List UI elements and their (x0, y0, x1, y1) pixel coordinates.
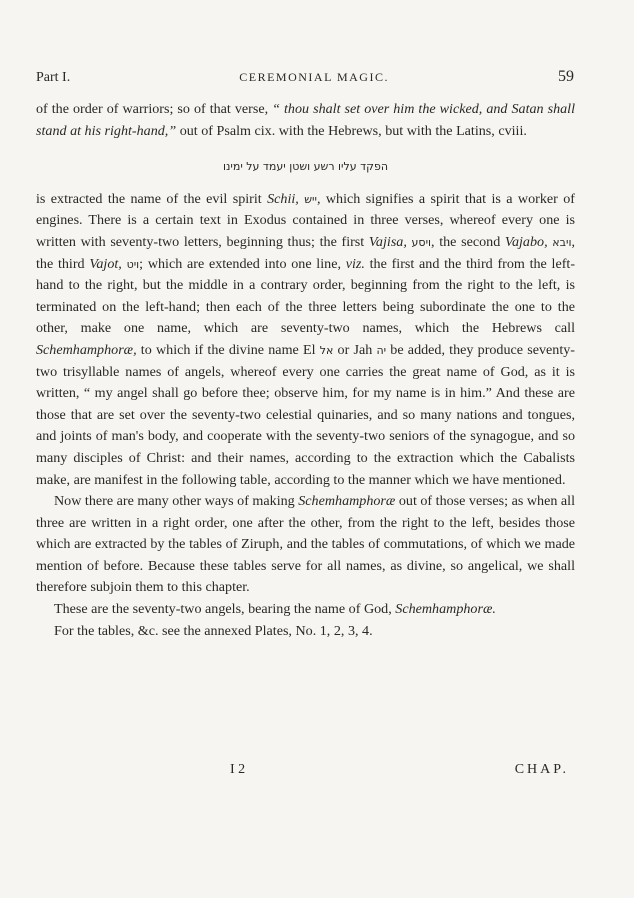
text-run: , the third (36, 233, 575, 272)
signature-mark: I 2 (230, 762, 246, 777)
italic-word: Schemhamphoræ. (395, 601, 496, 618)
part-label: Part I. (36, 70, 71, 85)
text-run: or Jah (333, 341, 377, 358)
italic-word: Vajisa, (368, 233, 407, 250)
hebrew-word: אל (319, 343, 334, 357)
italic-word: Vajabo, (504, 233, 548, 250)
hebrew-word: ויסע (411, 235, 432, 249)
text-run: is extracted the name of the evil spirit (36, 190, 268, 207)
hebrew-verse: הפקד עליו רשע ושטן יעמד על ימינו (223, 160, 388, 174)
italic-word: viz. (345, 255, 365, 272)
page-body (36, 99, 575, 642)
text-run: ; which are extended into one line, (139, 255, 346, 272)
page-number: 59 (558, 68, 574, 85)
paragraph-1 (36, 99, 575, 142)
text-run: These are the seventy-two angels, bearing the name of God, (54, 601, 396, 618)
text-run: the first and the third from the left-hand to the right, but the middle in a contrary order, beginning from the right to the left, is terminated on the left-hand; then each of the three letters being subordinate the one to the other, make one name, which are seventy-two names, which the Hebrews call (36, 255, 576, 337)
hebrew-word: ויט (126, 257, 140, 271)
paragraph-4 (36, 599, 575, 621)
text-run: to which if the divine name El (136, 341, 320, 358)
text-run: be added, they produce seventy-two trisyllable names of angels, whereof every one carries the great name of God, as it is written, “ my angel shall go before thee; observe him, for my name is in him.” And these are those that are set over the seventy-two celestial quinaries, and so many nations and tongues, and joints of man's body, and cooperate with the seventy-two seniors of the synagogue, and so many disciples of Christ: and their names, according to the extraction which the Cabalists make, are manifest in the following table, according to the manner which we have mentioned. (36, 341, 575, 488)
paragraph-3 (36, 491, 575, 599)
italic-word: Schemhamphoræ (298, 493, 396, 510)
catchword: CHAP. (514, 762, 569, 777)
psalm-quote: “ thou shalt set over him the wicked, and Satan shall stand at his right-hand,” (36, 101, 576, 139)
text-run: Now there are many other ways of making (54, 493, 299, 510)
text-run: out of Psalm cix. with the Hebrews, but with the Latins, cviii. (176, 122, 527, 139)
hebrew-word: יה (376, 343, 387, 357)
text-run: , which signifies a spirit that is a worker of engines. There is a certain text in Exodus contained in three verses, whereof every one is written with seventy-two letters, beginning thus; the first (36, 190, 575, 250)
hebrew-word: ויבא (552, 235, 572, 249)
spirit-name: Schii, (267, 190, 299, 207)
paragraph-2 (36, 189, 575, 491)
paragraph-5: For the tables, &c. see the annexed Plates, No. 1, 2, 3, 4. (54, 622, 373, 639)
italic-word: Vajot, (89, 255, 122, 272)
text-run: out of those verses; as when all three are written in a right order, one after the other, from the right to the left, besides those which are extracted by the tables of Ziruph, and the tables of commutations, of which we made mention of before. Because these tables serve for all names, as divine, so angelical, we shall therefore subjoin them to this chapter. (36, 493, 575, 596)
text-run: of the order of warriors; so of that verse, (36, 101, 273, 117)
running-header (36, 68, 574, 86)
running-title: CEREMONIAL MAGIC. (239, 70, 389, 84)
italic-word: Schemhamphoræ, (36, 341, 137, 358)
hebrew-word: ייש (304, 192, 317, 206)
text-run: , the second (431, 233, 505, 250)
